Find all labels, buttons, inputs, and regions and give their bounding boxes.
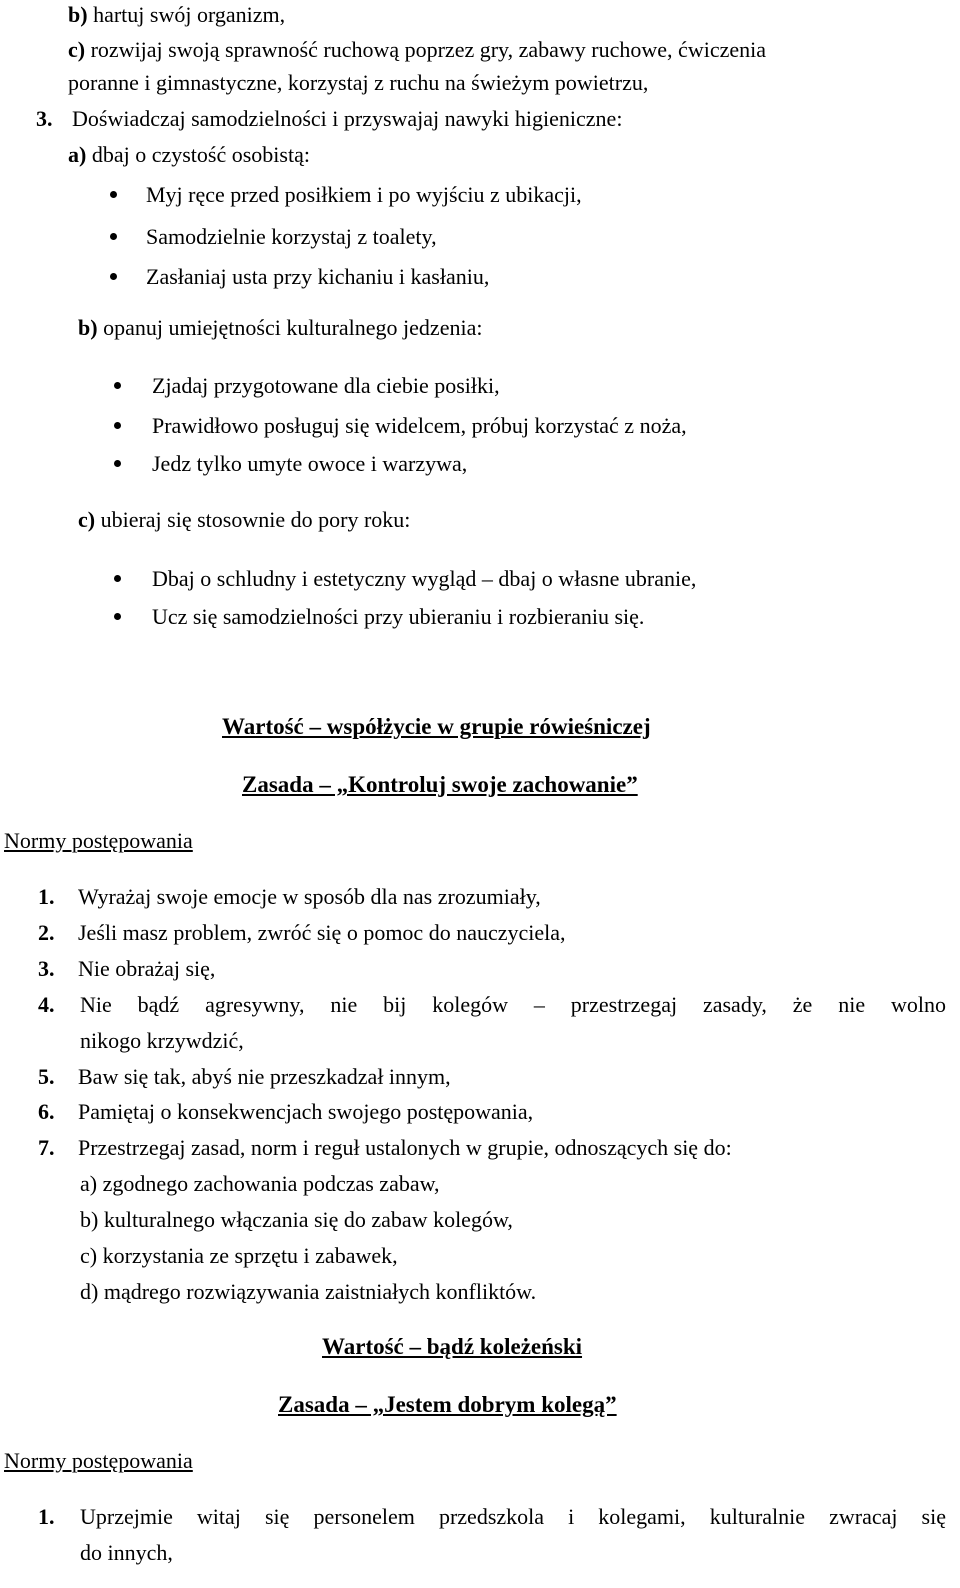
item-number: 6. (38, 1099, 55, 1124)
marker: 3. (36, 106, 53, 131)
line-b-opanuj (78, 315, 482, 341)
item-text: Nie obrażaj się, (78, 956, 216, 981)
line-c-ubieraj (78, 507, 410, 533)
item-number: 1. (38, 1504, 55, 1529)
line-text: hartuj swój organizm, (87, 2, 286, 27)
norms-heading-2: Normy postępowania (4, 1448, 193, 1473)
bullet-item: Ucz się samodzielności przy ubieraniu i rozbieraniu się. (152, 604, 645, 629)
bullet-icon (114, 613, 121, 620)
marker: b) (68, 2, 88, 27)
bullet-icon (114, 422, 121, 429)
norm-item (38, 920, 566, 946)
item-text: Uprzejmie witaj się personelem przedszkola i kolegami, kulturalnie zwracaj się (80, 1504, 946, 1529)
line-text: ubieraj się stosownie do pory roku: (95, 507, 411, 532)
bullet-icon (110, 273, 117, 280)
item-number: 5. (38, 1064, 55, 1089)
sub-item: b) kulturalnego włączania się do zabaw kolegów, (80, 1207, 513, 1232)
item-text-continued: nikogo krzywdzić, (80, 1028, 244, 1053)
line-b-hartuj (68, 2, 285, 28)
line-text: dbaj o czystość osobistą: (86, 142, 310, 167)
item-number: 3. (38, 956, 55, 981)
marker: b) (78, 315, 98, 340)
sub-item: c) korzystania ze sprzętu i zabawek, (80, 1243, 398, 1268)
sub-item: a) zgodnego zachowania podczas zabaw, (80, 1171, 440, 1196)
item-text: Pamiętaj o konsekwencjach swojego postępowania, (78, 1099, 534, 1124)
item-text: Baw się tak, abyś nie przeszkadzał innym, (78, 1064, 451, 1089)
item-text: Przestrzegaj zasad, norm i reguł ustalonych w grupie, odnoszących się do: (78, 1135, 732, 1160)
norm-item (38, 1099, 533, 1125)
line-text: opanuj umiejętności kulturalnego jedzenia: (97, 315, 483, 340)
norm-item (38, 884, 541, 910)
norm-item (38, 956, 215, 982)
bullet-icon (114, 382, 121, 389)
item-text-continued: do innych, (80, 1540, 173, 1565)
bullet-item: Myj ręce przed posiłkiem i po wyjściu z ubikacji, (146, 182, 582, 207)
bullet-item: Prawidłowo posługuj się widelcem, próbuj korzystać z noża, (152, 413, 687, 438)
line-poranne: poranne i gimnastyczne, korzystaj z ruchu na świeżym powietrzu, (68, 70, 649, 95)
bullet-item: Dbaj o schludny i estetyczny wygląd – dbaj o własne ubranie, (152, 566, 697, 591)
item-number: 4. (38, 992, 55, 1017)
rule-heading-1: Zasada – „Kontroluj swoje zachowanie” (242, 772, 638, 797)
value-heading-1: Wartość – współżycie w grupie rówieśniczej (222, 714, 651, 739)
bullet-item: Zasłaniaj usta przy kichaniu i kasłaniu, (146, 264, 490, 289)
bullet-item: Samodzielnie korzystaj z toalety, (146, 224, 437, 249)
marker: a) (68, 142, 87, 167)
line-c-rozwijaj (68, 37, 766, 63)
item-text: Jeśli masz problem, zwróć się o pomoc do nauczyciela, (78, 920, 566, 945)
marker: c) (68, 37, 86, 62)
norm-item (38, 1135, 732, 1161)
bullet-icon (110, 191, 117, 198)
bullet-icon (114, 460, 121, 467)
line-text: rozwijaj swoją sprawność ruchową poprzez gry, zabawy ruchowe, ćwiczenia (85, 37, 766, 62)
bullet-item: Jedz tylko umyte owoce i warzywa, (152, 451, 468, 476)
line-text: Doświadczaj samodzielności i przyswajaj nawyki higieniczne: (72, 106, 623, 131)
value-heading-2: Wartość – bądź koleżeński (322, 1334, 583, 1359)
sub-item: d) mądrego rozwiązywania zaistniałych konfliktów. (80, 1279, 537, 1304)
item-text: Nie bądź agresywny, nie bij kolegów – przestrzegaj zasady, że nie wolno (80, 992, 946, 1017)
line-a-dbaj (68, 142, 310, 168)
rule-heading-2: Zasada – „Jestem dobrym kolegą” (278, 1392, 617, 1417)
bullet-icon (110, 233, 117, 240)
bullet-item: Zjadaj przygotowane dla ciebie posiłki, (152, 373, 500, 398)
norms-heading-1: Normy postępowania (4, 828, 193, 853)
item-number: 1. (38, 884, 55, 909)
marker: c) (78, 507, 96, 532)
norm-item (38, 1064, 451, 1090)
bullet-icon (114, 575, 121, 582)
item-text: Wyrażaj swoje emocje w sposób dla nas zrozumiały, (78, 884, 541, 909)
item-number: 2. (38, 920, 55, 945)
line-3-doswiadczaj (36, 106, 622, 132)
item-number: 7. (38, 1135, 55, 1160)
